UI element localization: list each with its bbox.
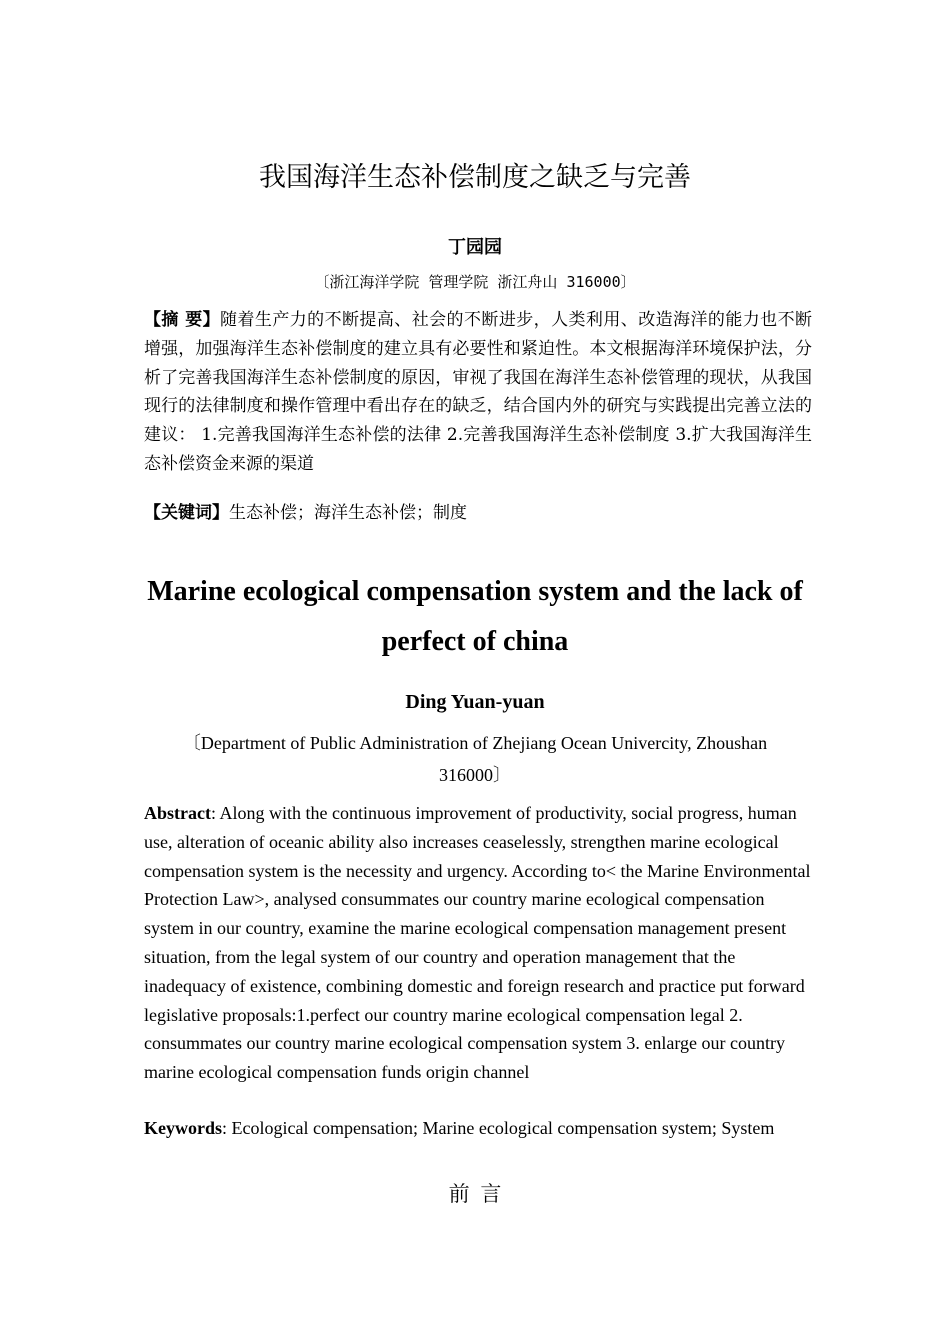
english-affiliation: 〔Department of Public Administration of Zhejiang Ocean Univercity, Zhoushan 316000〕 xyxy=(182,733,768,785)
english-keywords xyxy=(144,1114,784,1143)
english-keywords-label: Keywords xyxy=(144,1118,222,1138)
english-title: Marine ecological compensation system and the lack of perfect of china xyxy=(147,576,803,657)
english-keywords-text: : Ecological compensation; Marine ecological compensation system; System xyxy=(222,1118,775,1138)
english-abstract-text: : Along with the continuous improvement of productivity, social progress, human use, alteration of oceanic ability also increases ceaselessly, strengthen marine ecological compensation system is the necessity and urgency. According to< the Marine Environmental Protection Law>, analysed consummates our country marine ecological compensation system in our country, examine the marine ecological compensation management present situation, from the legal system of our country and operation management that the inadequacy of existence, combining domestic and foreign research and practice put forward legislative proposals:1.perfect our country marine ecological compensation legal 2. consummates our country marine ecological compensation system 3. enlarge our country marine ecological compensation funds origin channel xyxy=(144,803,811,1083)
english-abstract xyxy=(144,799,812,1087)
preface-heading: 前 言 xyxy=(448,1182,502,1206)
english-abstract-label: Abstract xyxy=(144,803,211,823)
chinese-keywords-text: 生态补偿；海洋生态补偿；制度 xyxy=(229,503,467,523)
english-author: Ding Yuan-yuan xyxy=(405,691,545,713)
chinese-abstract-label: 【摘 要】 xyxy=(144,310,221,330)
chinese-title: 我国海洋生态补偿制度之缺乏与完善 xyxy=(259,162,691,193)
chinese-author: 丁园园 xyxy=(448,237,502,258)
chinese-affiliation: 〔浙江海洋学院 管理学院 浙江舟山 316000〕 xyxy=(314,273,636,291)
chinese-keywords xyxy=(144,500,812,526)
chinese-abstract-text: 随着生产力的不断提高、社会的不断进步，人类利用、改造海洋的能力也不断增强，加强海洋生态补偿制度的建立具有必要性和紧迫性。本文根据海洋环境保护法，分析了完善我国海洋生态补偿制度的原因，审视了我国在海洋生态补偿管理的现状，从我国现行的法律制度和操作管理中看出存在的缺乏，结合国内外的研究与实践提出完善立法的建议： 1.完善我国海洋生态补偿的法律 2.完善我国海洋生态补偿制度 3.扩大我国海洋生态补偿资金来源的渠道 xyxy=(144,310,813,474)
chinese-keywords-label: 【关键词】 xyxy=(144,503,229,523)
chinese-abstract xyxy=(144,306,812,479)
